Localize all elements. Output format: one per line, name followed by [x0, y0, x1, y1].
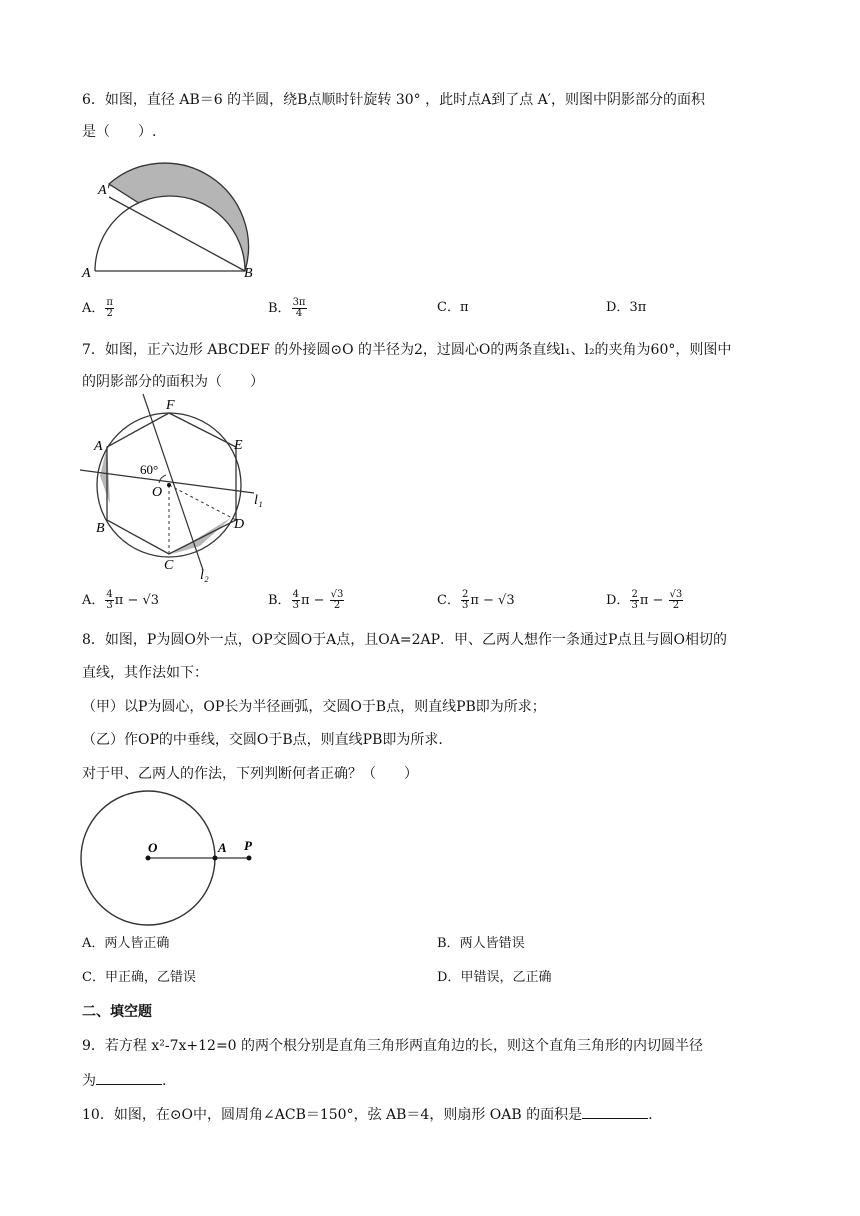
- q7-center-point: [167, 483, 171, 487]
- q7-figure: [78, 392, 278, 582]
- q8-label-a: A: [218, 840, 227, 855]
- q6-stem-line1: 6．如图，直径 AB＝6 的半圆，绕B点顺时针旋转 30° ，此时点A到了点 A′，则图中阴影部分的面积: [82, 92, 705, 108]
- q6-figure: [78, 158, 278, 284]
- q8-stem-line3: （甲）以P为圆心，OP长为半径画弧，交圆O于B点，则直线PB即为所求；: [82, 699, 546, 715]
- q7-option-b[interactable]: B． $\frac{4}{3}$ π − $\frac{√3}{2}$: [268, 589, 344, 611]
- q8-label-o: O: [148, 840, 158, 855]
- q7-stem-line2: 的阴影部分的面积为（ ）: [82, 374, 264, 390]
- q7-label-l2: l₂: [200, 568, 209, 582]
- q7-label-f: F: [166, 398, 175, 413]
- q7-hexagon: [107, 413, 236, 554]
- q7-shaded-left: [100, 446, 110, 504]
- q7-label-c: C: [164, 558, 174, 573]
- q7-line-l2: [143, 394, 203, 570]
- q8-point-a: [213, 856, 218, 861]
- q7-label-o: O: [152, 485, 163, 500]
- q8-option-b[interactable]: B．两人皆错误: [437, 936, 525, 951]
- q6-option-a[interactable]: A． $\frac{\pi}{2}$: [82, 297, 113, 319]
- q8-option-a[interactable]: A．两人皆正确: [82, 936, 170, 951]
- q7-label-angle: 60°: [140, 462, 159, 477]
- q7-option-c[interactable]: C． $\frac{2}{3}$ π − √3: [437, 589, 515, 611]
- q8-option-d[interactable]: D．甲错误，乙正确: [437, 970, 552, 985]
- q8-point-o: [146, 856, 151, 861]
- q8-stem-line4: （乙）作OP的中垂线，交圆O于B点，则直线PB即为所求.: [82, 732, 443, 748]
- q8-option-c[interactable]: C．甲正确，乙错误: [82, 970, 196, 985]
- q6-option-a-fraction: $\frac{\pi}{2}$: [106, 297, 113, 319]
- q8-stem-line1: 8．如图，P为圆O外一点，OP交圆O于A点，且OA=2AP．甲、乙两人想作一条通过P点且与圆O相切的: [82, 632, 727, 648]
- q6-option-b-fraction: $\frac{3\pi}{4}$: [292, 297, 306, 319]
- section-title-fill-blank: 二、填空题: [82, 1004, 152, 1020]
- q8-label-p: P: [244, 838, 252, 853]
- q7-option-a[interactable]: A． $\frac{4}{3}$ π − √3: [82, 589, 160, 611]
- q6-label-a: A: [82, 266, 91, 281]
- q7-label-d: D: [234, 517, 245, 532]
- q6-option-c[interactable]: C．π: [437, 300, 469, 315]
- q6-stem-line2: 是（ ）.: [82, 124, 157, 140]
- q7-label-a: A: [94, 439, 103, 454]
- q6-label-b: B: [244, 266, 253, 281]
- q10-answer-blank[interactable]: [582, 1104, 648, 1119]
- q7-label-e: E: [234, 438, 243, 453]
- q6-option-b[interactable]: B． $\frac{3\pi}{4}$: [268, 297, 306, 319]
- q8-figure: [78, 790, 278, 930]
- q8-stem-line5: 对于甲、乙两人的作法，下列判断何者正确？（ ）: [82, 766, 418, 782]
- q7-label-b: B: [96, 521, 105, 536]
- q9-stem-line1: 9．若方程 x²-7x+12=0 的两个根分别是直角三角形两直角边的长，则这个直角三角形的内切圆半径: [82, 1038, 704, 1054]
- q6-option-d[interactable]: D．3π: [606, 300, 647, 315]
- q7-stem-line1: 7．如图，正六边形 ABCDEF 的外接圆⊙O 的半径为2，过圆心O的两条直线l₁、l₂的夹角为60°，则图中: [82, 342, 732, 358]
- q6-label-a-prime: A′: [98, 183, 110, 198]
- q7-option-d[interactable]: D． $\frac{2}{3}$ π − $\frac{√3}{2}$: [606, 589, 683, 611]
- q7-label-l1: l₁: [254, 493, 263, 508]
- q9-stem-line2: 为 .: [82, 1070, 166, 1091]
- q8-stem-line2: 直线，其作法如下：: [82, 665, 208, 681]
- q7-radius-od: [169, 485, 236, 520]
- q10-stem-line1: 10．如图，在⊙O中，圆周角∠ACB＝150°，弦 AB＝4，则扇形 OAB 的面积是 .: [82, 1104, 653, 1125]
- q8-point-p: [247, 856, 252, 861]
- q9-answer-blank[interactable]: [96, 1070, 162, 1085]
